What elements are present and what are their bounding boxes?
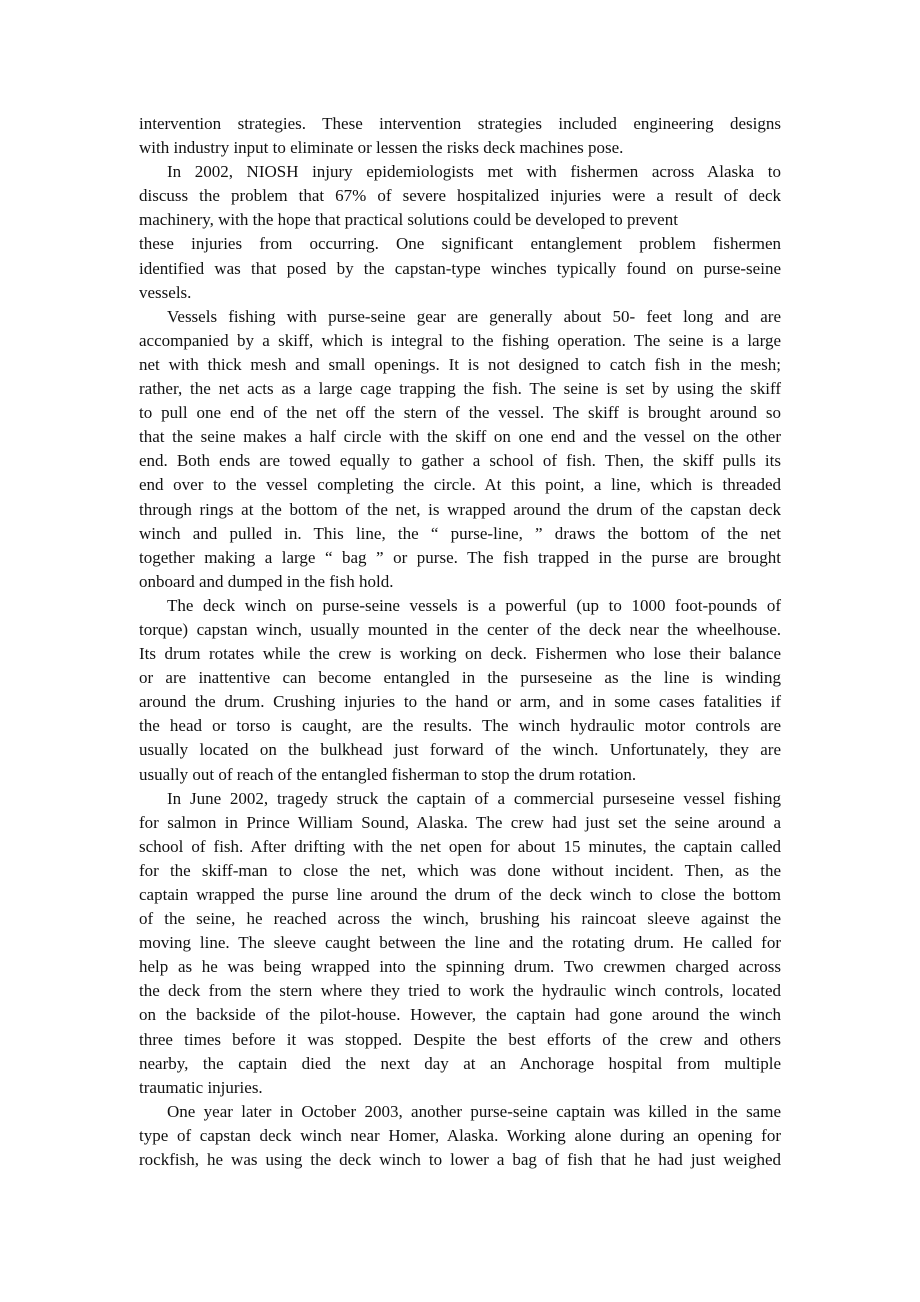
text-line: type of capstan deck winch near Homer, Alaska. Working alone during an opening for — [139, 1125, 781, 1145]
text-line: identified was that posed by the capstan-type winches typically found on purse-seine — [139, 258, 781, 278]
text-line: to pull one end of the net off the stern of the vessel. The skiff is brought around so — [139, 403, 781, 423]
text-line: machinery, with the hope that practical solutions could be developed to prevent — [139, 210, 678, 230]
text-line: nearby, the captain died the next day at an Anchorage hospital from multiple — [139, 1053, 781, 1073]
text-line: intervention strategies. These intervention strategies included engineering designs — [139, 114, 781, 133]
text-line: In 2002, NIOSH injury epidemiologists met with fishermen across Alaska to — [167, 162, 781, 182]
text-line: for the skiff-man to close the net, which was done without incident. Then, as the — [139, 860, 781, 880]
text-line: end. Both ends are towed equally to gather a school of fish. Then, the skiff pulls its — [139, 451, 781, 471]
text-line: of the seine, he reached across the winch, brushing his raincoat sleeve against the — [139, 909, 781, 929]
text-line: One year later in October 2003, another purse-seine captain was killed in the same — [167, 1101, 781, 1121]
text-line: these injuries from occurring. One significant entanglement problem fishermen — [139, 234, 781, 254]
text-line: winch and pulled in. This line, the “ purse-line, ” draws the bottom of the net — [139, 523, 781, 543]
text-line: rockfish, he was using the deck winch to lower a bag of fish that he had just weighed — [139, 1150, 781, 1170]
text-line: vessels. — [139, 282, 192, 302]
text-line: Vessels fishing with purse-seine gear are generally about 50- feet long and are — [167, 306, 781, 326]
text-line: torque) capstan winch, usually mounted in the center of the deck near the wheelhouse. — [139, 619, 781, 639]
text-line: moving line. The sleeve caught between the line and the rotating drum. He called for — [139, 933, 781, 953]
paragraph-p-june-2002 — [139, 787, 781, 1100]
document-page — [139, 112, 781, 1172]
text-line: usually out of reach of the entangled fisherman to stop the drum rotation. — [139, 764, 637, 784]
text-line: accompanied by a skiff, which is integral to the fishing operation. The seine is a large — [139, 330, 781, 350]
text-line: three times before it was stopped. Despite the best efforts of the crew and others — [139, 1029, 781, 1049]
paragraph-p-2002-meeting — [139, 160, 781, 305]
text-line: In June 2002, tragedy struck the captain of a commercial purseseine vessel fishing — [167, 788, 781, 808]
paragraph-p-cont — [139, 112, 781, 160]
text-line: onboard and dumped in the fish hold. — [139, 571, 394, 591]
text-line: help as he was being wrapped into the spinning drum. Two crewmen charged across — [139, 957, 781, 977]
text-line: through rings at the bottom of the net, is wrapped around the drum of the capstan deck — [139, 499, 781, 519]
text-line: the head or torso is caught, are the results. The winch hydraulic motor controls are — [139, 716, 781, 736]
text-line: on the backside of the pilot-house. However, the captain had gone around the winch — [139, 1005, 781, 1025]
text-line: together making a large “ bag ” or purse. The fish trapped in the purse are brought — [139, 547, 781, 567]
text-line: captain wrapped the purse line around the drum of the deck winch to close the bottom — [139, 885, 781, 904]
text-line: net with thick mesh and small openings. It is not designed to catch fish in the mesh; — [139, 354, 781, 374]
text-line: Its drum rotates while the crew is working on deck. Fishermen who lose their balance — [139, 644, 781, 664]
text-line: that the seine makes a half circle with the skiff on one end and the vessel on the other — [139, 427, 781, 447]
text-line: or are inattentive can become entangled in the purseseine as the line is winding — [139, 668, 781, 688]
paragraph-p-october-2003 — [139, 1100, 781, 1172]
text-line: usually located on the bulkhead just forward of the winch. Unfortunately, they are — [139, 740, 781, 760]
text-line: for salmon in Prince William Sound, Alaska. The crew had just set the seine around a — [139, 812, 781, 832]
text-line: rather, the net acts as a large cage trapping the fish. The seine is set by using the skiff — [139, 379, 781, 399]
text-line: the deck from the stern where they tried to work the hydraulic winch controls, located — [139, 981, 781, 1001]
text-line: traumatic injuries. — [139, 1077, 263, 1097]
text-line: end over to the vessel completing the circle. At this point, a line, which is threaded — [139, 475, 781, 495]
text-line: school of fish. After drifting with the net open for about 15 minutes, the captain called — [139, 836, 781, 856]
text-line: The deck winch on purse-seine vessels is a powerful (up to 1000 foot-pounds of — [167, 595, 781, 615]
paragraph-p-deck-winch — [139, 594, 781, 787]
text-line: with industry input to eliminate or lessen the risks deck machines pose. — [139, 138, 624, 158]
text-line: around the drum. Crushing injuries to the hand or arm, and in some cases fatalities if — [139, 692, 781, 712]
paragraph-p-purse-seine-gear — [139, 305, 781, 594]
text-line: discuss the problem that 67% of severe hospitalized injuries were a result of deck — [139, 186, 781, 206]
